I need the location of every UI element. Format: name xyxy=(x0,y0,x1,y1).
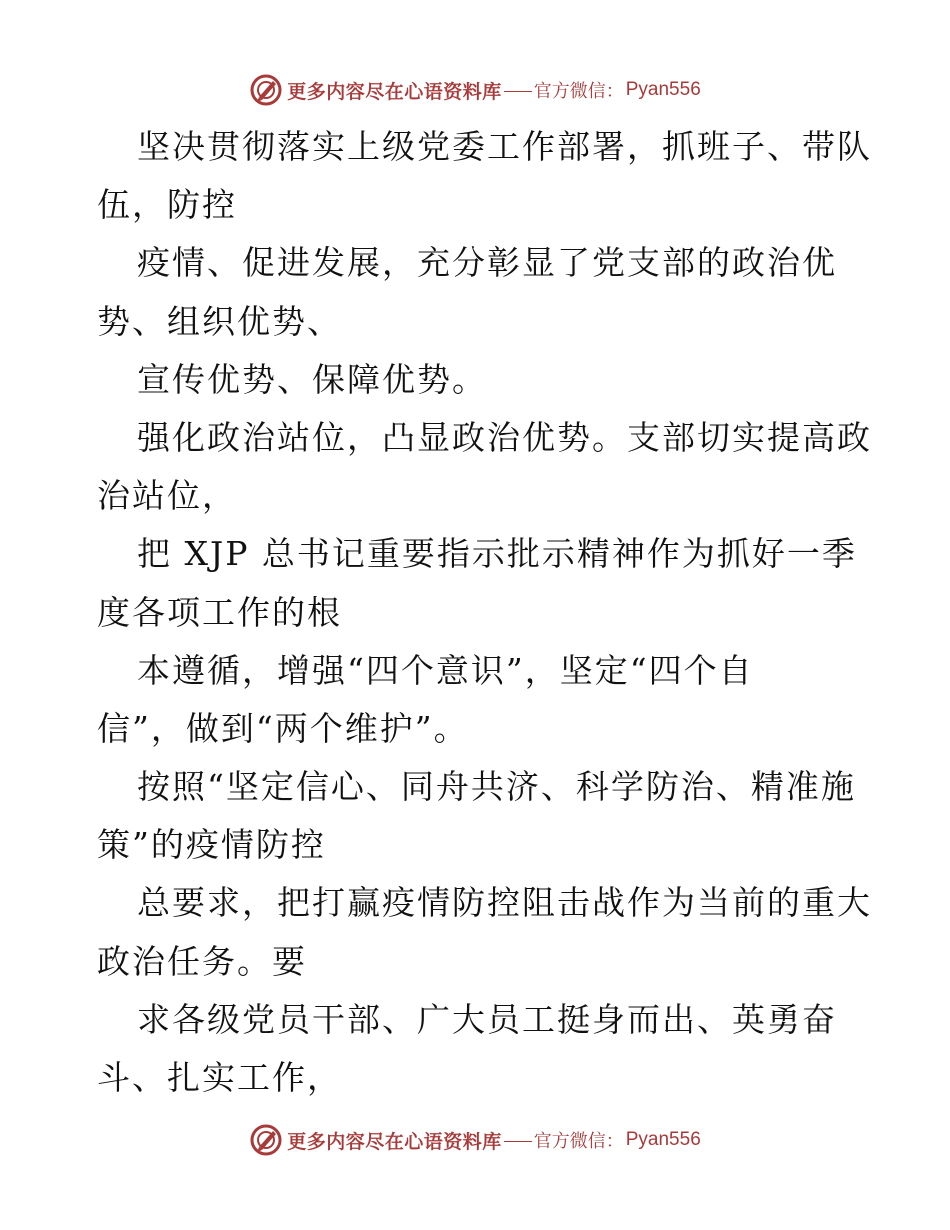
document-body xyxy=(97,118,872,1107)
header-separator xyxy=(504,91,532,92)
text-line: 疫情、促进发展，充分彰显了党支部的政治优 xyxy=(137,243,837,283)
text-line: 总要求，把打赢疫情防控阻击战作为当前的重大 xyxy=(137,883,872,923)
footer-wechat-label: 官方微信： xyxy=(533,1131,624,1152)
text-line: 坚决贯彻落实上级党委工作部署，抓班子、带队 xyxy=(137,127,872,166)
header-banner xyxy=(0,70,950,110)
text-line: 度各项工作的根 xyxy=(97,592,342,632)
footer-site-text: 更多内容尽在心语资料库 xyxy=(287,1130,502,1153)
text-line: 把 XJP 总书记重要指示批示精神作为抓好一季 xyxy=(137,534,857,574)
text-line: 强化政治站位，凸显政治优势。支部切实提高政 xyxy=(137,417,872,457)
footer-banner xyxy=(0,1120,950,1160)
header-wechat-id: Pyan556 xyxy=(625,79,701,100)
text-line: 政治任务。要 xyxy=(97,941,307,981)
text-line: 治站位， xyxy=(97,476,237,516)
pen-logo-icon xyxy=(249,73,283,107)
text-line: 求各级党员干部、广大员工挺身而出、英勇奋 xyxy=(137,999,837,1039)
text-line: 斗、扎实工作， xyxy=(97,1058,342,1097)
footer-separator xyxy=(504,1141,532,1142)
header-site-text: 更多内容尽在心语资料库 xyxy=(287,80,502,103)
text-line: 策”的疫情防控 xyxy=(97,825,326,865)
text-line: 宣传优势、保障优势。 xyxy=(137,359,487,399)
text-line: 信”，做到“两个维护”。 xyxy=(97,708,469,748)
pen-logo-icon xyxy=(249,1123,283,1157)
text-line: 本遵循，增强“四个意识”，坚定“四个自 xyxy=(137,650,754,690)
header-wechat-label: 官方微信： xyxy=(533,81,624,102)
text-line: 按照“坚定信心、同舟共济、科学防治、精准施 xyxy=(137,767,856,807)
text-line: 势、组织优势、 xyxy=(97,301,342,341)
text-line: 伍，防控 xyxy=(97,185,237,225)
footer-wechat-id: Pyan556 xyxy=(625,1129,701,1150)
